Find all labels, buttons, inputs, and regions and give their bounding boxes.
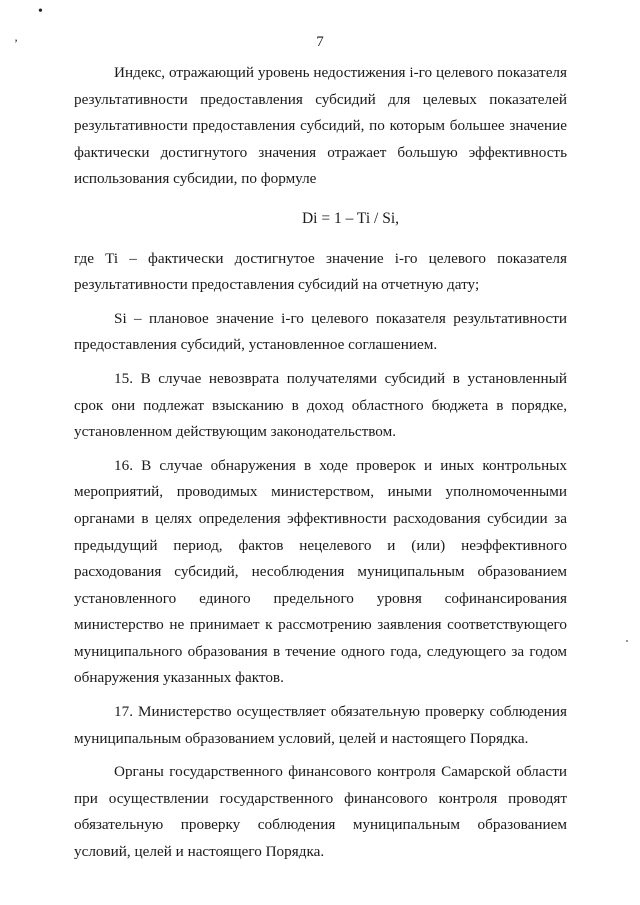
paragraph-item-15: 15. В случае невозврата получателями субсидий в установленный срок они подлежат взысканию в доход областного бюджета в порядке, установленном действующим законодательством. [74, 369, 567, 441]
paragraph-index-definition: Индекс, отражающий уровень недостижения i-го целевого показателя результативности предоставления субсидий для целевых показателей результативности предоставления субсидий, по которым большее значение фактически достигнутого значения отражает большую эффективность использования субсидии, по формуле [74, 64, 567, 188]
paragraph-item-17: 17. Министерство осуществляет обязательную проверку соблюдения муниципальным образованием условий, целей и настоящего Порядка. [74, 703, 567, 747]
paragraph-financial-control: Органы государственного финансового контроля Самарской области при осуществлении государственного финансового контроля проводят обязательную проверку соблюдения муниципальным образованием условий, целей и настоящего Порядка. [74, 763, 567, 861]
document-body [74, 60, 567, 866]
paragraph-item-16: 16. В случае обнаружения в ходе проверок и иных контрольных мероприятий, проводимых министерством, иными уполномоченными органами в целях определения эффективности расходования субсидии за предыдущий период, фактов нецелевого и (или) неэффективного расходования субсидий, несоблюдения муниципальным образованием установленного единого предельного уровня софинансирования министерство не принимает к рассмотрению заявления соответствующего муниципального образования в течение одного года, следующего за годом обнаружения указанных фактов. [74, 456, 567, 687]
scan-mark-dot: • [38, 4, 43, 19]
formula: Di = 1 – Ti / Si, [301, 209, 400, 227]
page-number: 7 [316, 34, 324, 50]
paragraph-ti-definition: где Ti – фактически достигнутое значение i-го целевого показателя результативности предоставления субсидий на отчетную дату; [74, 249, 567, 294]
scan-mark-tick: ’ [14, 36, 18, 50]
scan-artifact [626, 640, 628, 642]
paragraph-si-definition: Si – плановое значение i-го целевого показателя результативности предоставления субсидий, установленное соглашением. [74, 309, 567, 354]
